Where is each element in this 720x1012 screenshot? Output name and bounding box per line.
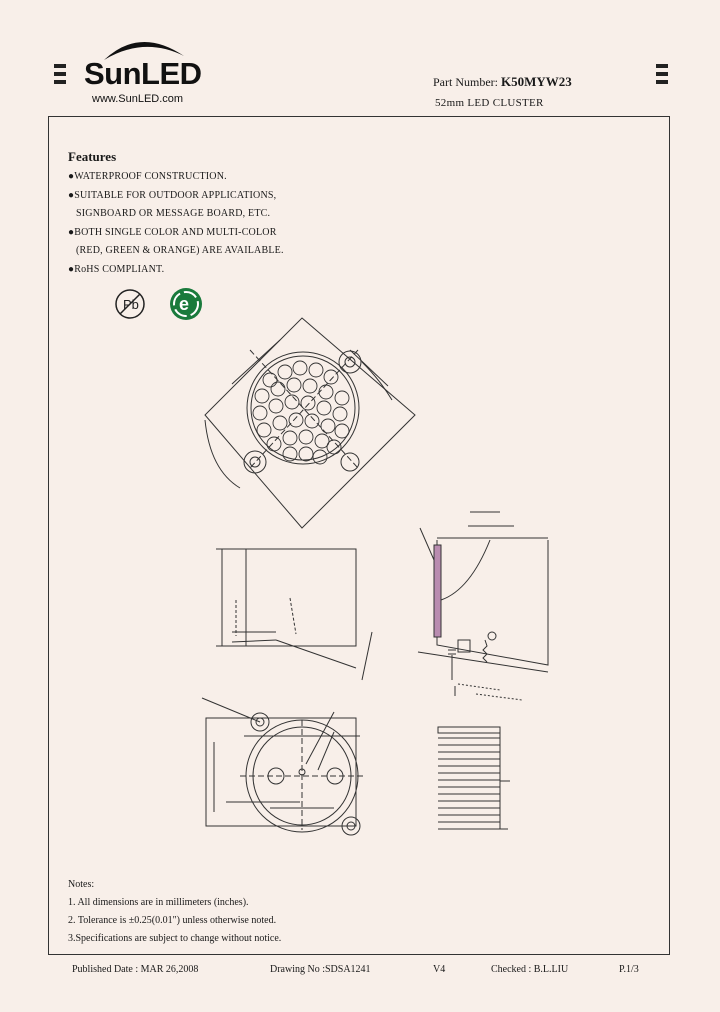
product-description: 52mm LED CLUSTER: [435, 97, 544, 109]
side-view: [216, 549, 372, 680]
feature-line: ●WATERPROOF CONSTRUCTION.: [68, 171, 227, 182]
feature-line: ●BOTH SINGLE COLOR AND MULTI-COLOR: [68, 227, 277, 238]
cross-section-view: [418, 512, 548, 700]
part-number-value: K50MYW23: [501, 74, 572, 89]
note-item: 1. All dimensions are in millimeters (inches).: [68, 897, 249, 908]
brand-logo: SunLED: [84, 56, 202, 91]
bottom-view: [202, 698, 365, 835]
pb-symbol-text: Pb: [123, 297, 139, 312]
feature-line: ●SUITABLE FOR OUTDOOR APPLICATIONS,: [68, 190, 277, 201]
footer-checked: Checked : B.L.LIU: [491, 964, 569, 975]
front-view: [205, 318, 415, 528]
notes-title: Notes:: [68, 879, 95, 890]
note-item: 2. Tolerance is ±0.25(0.01") unless otherwise noted.: [68, 915, 277, 926]
brand-website: www.SunLED.com: [92, 93, 184, 105]
features-title: Features: [68, 149, 117, 164]
rohs-symbol-text: e: [179, 294, 190, 314]
led-array-schematic: [438, 727, 510, 829]
note-item: 3.Specifications are subject to change without notice.: [68, 933, 282, 944]
feature-line: (RED, GREEN & ORANGE) ARE AVAILABLE.: [76, 245, 284, 256]
footer-drawing-number: Drawing No :SDSA1241: [270, 964, 371, 975]
part-number-label: Part Number:: [433, 75, 498, 89]
footer-page: P.1/3: [619, 964, 639, 975]
footer-version: V4: [433, 964, 446, 975]
feature-line: SIGNBOARD OR MESSAGE BOARD, ETC.: [76, 208, 271, 219]
feature-line: ●RoHS COMPLIANT.: [68, 264, 165, 275]
footer-published-date: Published Date : MAR 26,2008: [72, 964, 199, 975]
